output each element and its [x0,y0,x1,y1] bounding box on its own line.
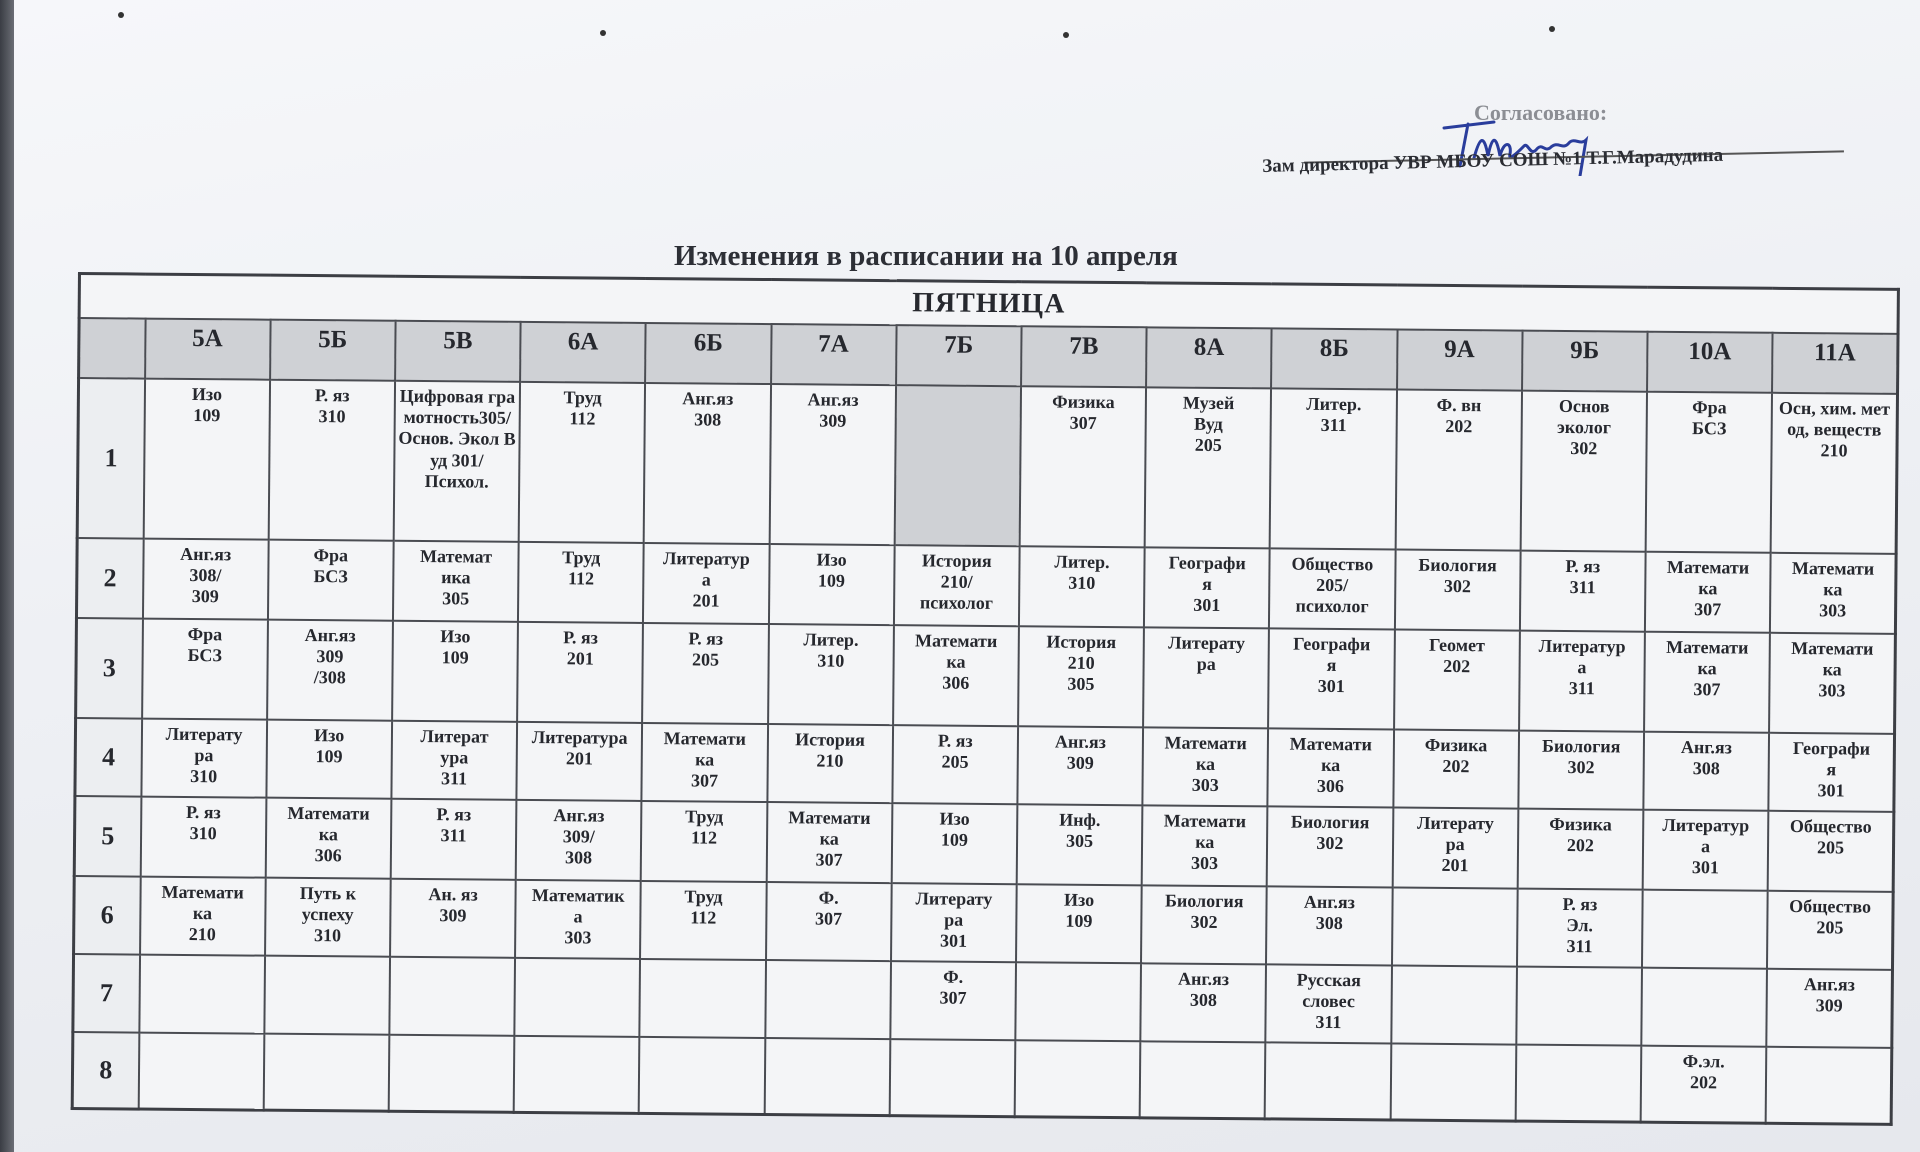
schedule-cell: Литер. 310 [1019,546,1145,627]
class-header: 9А [1397,330,1523,391]
schedule-cell: Р. яз 205 [892,725,1018,804]
schedule-cell [1390,1043,1516,1121]
schedule-cell: Анг.яз 309 [1017,726,1143,805]
schedule-cell: Географи я 301 [1769,733,1895,812]
schedule-cell: Общество 205/ психолог [1269,548,1395,629]
schedule-cell: Труд 112 [519,382,646,543]
schedule-cell: Р. яз Эл. 311 [1517,889,1643,968]
schedule-cell: Русская словес 311 [1266,964,1392,1043]
schedule-cell: Физика 202 [1517,809,1643,890]
schedule-cell: Изо 109 [891,803,1017,884]
class-header: 8Б [1271,328,1397,389]
schedule-cell: Основ эколог 302 [1520,391,1647,552]
schedule-cell: Ф. вн 202 [1395,390,1522,551]
schedule-cell: Биология 302 [1141,885,1267,964]
schedule-cell: История 210 305 [1018,626,1144,727]
schedule-cell: Математи ка 306 [265,798,391,879]
schedule-cell [1392,887,1518,966]
schedule-cell: Математик а 303 [515,880,641,959]
lesson-number: 4 [75,718,142,797]
schedule-cell: Музей Вуд 205 [1145,387,1272,548]
class-header: 7В [1021,326,1147,387]
background-edge [0,0,14,1152]
class-header: 11А [1772,333,1898,394]
class-header: 7Б [896,325,1022,386]
schedule-cell: Общество 205 [1768,811,1894,892]
schedule-cell: Литерату ра 310 [141,719,267,798]
schedule-cell: Изо 109 [768,544,894,625]
schedule-cell: Фра БСЗ [268,540,394,621]
schedule-cell: Путь к успеху 310 [265,878,391,957]
schedule-cell [1015,962,1141,1041]
class-header: 6А [520,322,646,383]
schedule-cell: Цифровая грамотность305/ Основ. Экол Вуд 301/ Психол. [394,381,521,542]
schedule-cell: Математ ика 305 [393,541,519,622]
schedule-cell: Математи ка 307 [1644,632,1770,733]
schedule-cell: Р. яз 201 [517,622,643,723]
schedule-cell: Литератур а 301 [1643,810,1769,891]
schedule-cell [1391,965,1517,1044]
schedule-cell: Математи ка 307 [642,723,768,802]
class-header: 5А [145,319,271,380]
schedule-cell: Изо 109 [266,720,392,799]
schedule-cell: Труд 112 [640,881,766,960]
schedule-cell: Литер. 311 [1270,388,1397,549]
schedule-cell: Анг.яз 309 /308 [267,620,393,721]
schedule-cell [514,1036,640,1114]
hole-dot [118,12,124,18]
corner-cell [79,318,146,379]
schedule-cell [389,1035,515,1113]
class-header: 5Б [270,320,396,381]
schedule-cell: Ф.эл. 202 [1641,1046,1767,1124]
hole-dot [1549,26,1555,32]
schedule-cell [1641,968,1767,1047]
schedule-cell: Общество 205 [1767,891,1893,970]
approval-role: Зам директора УВР МБОУ СОШ №1 Т.Г.Марадудина [1262,144,1724,177]
schedule-cell: Физика 307 [1020,386,1147,547]
schedule-cell: Р. яз 205 [642,623,768,724]
schedule-cell: Осн, хим. метод, веществ 210 [1771,393,1898,554]
schedule-cell [1766,1047,1892,1125]
schedule-cell [389,957,515,1036]
schedule-cell [514,958,640,1037]
table-row [77,378,1897,554]
schedule-cell [1642,890,1768,969]
schedule-cell [640,959,766,1038]
approval-block [1244,98,1864,188]
schedule-cell [764,1038,890,1116]
lesson-number: 1 [77,378,144,539]
schedule-cell: Ф. 307 [890,961,1016,1040]
schedule-cell [1140,1041,1266,1119]
schedule-cell: Математи ка 307 [766,802,892,883]
schedule-cell [1265,1042,1391,1120]
schedule-cell [889,1039,1015,1117]
schedule-cell: Биология 302 [1267,806,1393,887]
class-header: 6Б [645,323,771,384]
schedule-cell [1015,1040,1141,1118]
class-header: 7А [771,324,897,385]
lesson-number: 6 [74,876,141,955]
schedule-cell: Математи ка 303 [1142,805,1268,886]
schedule-cell: Изо 109 [143,379,270,540]
schedule-cell [765,960,891,1039]
lesson-number: 7 [73,954,140,1033]
class-header: 10А [1647,332,1773,393]
schedule-cell: Географи я 301 [1144,547,1270,628]
schedule-cell: Анг.яз 308 [1266,886,1392,965]
schedule-cell: Анг.яз 309 [769,384,896,545]
schedule-cell: Математи ка 303 [1770,553,1896,634]
schedule-cell: Р. яз 310 [140,797,266,878]
schedule-cell: Литерату ра [1143,627,1269,728]
schedule-body [72,378,1897,1124]
lesson-number: 8 [72,1032,139,1109]
hole-dot [1063,32,1069,38]
schedule-cell: Фра БСЗ [1646,392,1773,553]
schedule-cell [263,1034,389,1112]
schedule-cell: Литерат ура 311 [391,721,517,800]
schedule-cell: Ф. 307 [766,882,892,961]
schedule-cell: Биология 302 [1394,550,1520,631]
schedule-cell: Физика 202 [1393,729,1519,808]
schedule-cell: Р. яз 310 [268,380,395,541]
schedule-cell: Анг.яз 308 [1643,732,1769,811]
schedule-cell: Анг.яз 308/ 309 [142,539,268,620]
schedule-cell [1515,1045,1641,1123]
schedule-table [71,272,1900,1126]
schedule-cell: Математи ка 306 [1268,728,1394,807]
class-header: 9Б [1522,331,1648,392]
schedule-cell: Ан. яз 309 [390,879,516,958]
schedule-cell: Литератур а 201 [643,543,769,624]
document-title: Изменения в расписании на 10 апреля [674,240,1178,272]
class-header: 5В [395,321,521,382]
schedule-cell: Математи ка 306 [893,625,1019,726]
lesson-number: 5 [74,796,141,877]
class-header: 8А [1146,327,1272,388]
schedule-cell [138,1033,264,1111]
schedule-cell: Литерату ра 301 [891,883,1017,962]
schedule-cell: Литература 201 [517,722,643,801]
schedule-cell: Литерату ра 201 [1392,807,1518,888]
schedule-cell: Инф. 305 [1017,804,1143,885]
approval-title: Согласовано: [1474,100,1608,125]
schedule-cell: Изо 109 [392,621,518,722]
schedule-cell: Труд 112 [641,801,767,882]
schedule-cell [1516,967,1642,1046]
schedule-cell: Географи я 301 [1268,628,1394,729]
schedule-cell: Р. яз 311 [391,799,517,880]
schedule-cell: Анг.яз 308 [644,383,771,544]
schedule-cell: Анг.яз 309/ 308 [516,800,642,881]
table-row [72,1032,1892,1124]
schedule-cell: Математи ка 307 [1645,552,1771,633]
schedule-cell [139,955,265,1034]
schedule-cell: Изо 109 [1016,884,1142,963]
schedule-cell: Труд 112 [518,542,644,623]
schedule-cell: Литератур а 311 [1519,631,1645,732]
table-row [76,618,1896,734]
schedule-cell: Математи ка 210 [140,877,266,956]
lesson-number: 3 [76,618,143,719]
schedule-cell: Математи ка 303 [1769,633,1895,734]
schedule-frame [71,272,1900,1093]
schedule-cell: История 210/ психолог [894,545,1020,626]
schedule-cell [639,1037,765,1115]
day-header: ПЯТНИЦА [79,274,1898,334]
schedule-cell: Литер. 310 [768,624,894,725]
schedule-cell [264,956,390,1035]
schedule-cell [894,385,1021,546]
document-sheet [14,0,1920,1152]
schedule-cell: Математи ка 303 [1143,727,1269,806]
schedule-cell: Фра БСЗ [142,619,268,720]
lesson-number: 2 [76,538,143,619]
schedule-cell: Р. яз 311 [1520,551,1646,632]
schedule-cell: Геомет 202 [1394,630,1520,731]
schedule-cell: Анг.яз 309 [1766,969,1892,1048]
schedule-cell: История 210 [767,724,893,803]
hole-dot [600,30,606,36]
schedule-cell: Биология 302 [1518,731,1644,810]
schedule-cell: Анг.яз 308 [1140,963,1266,1042]
